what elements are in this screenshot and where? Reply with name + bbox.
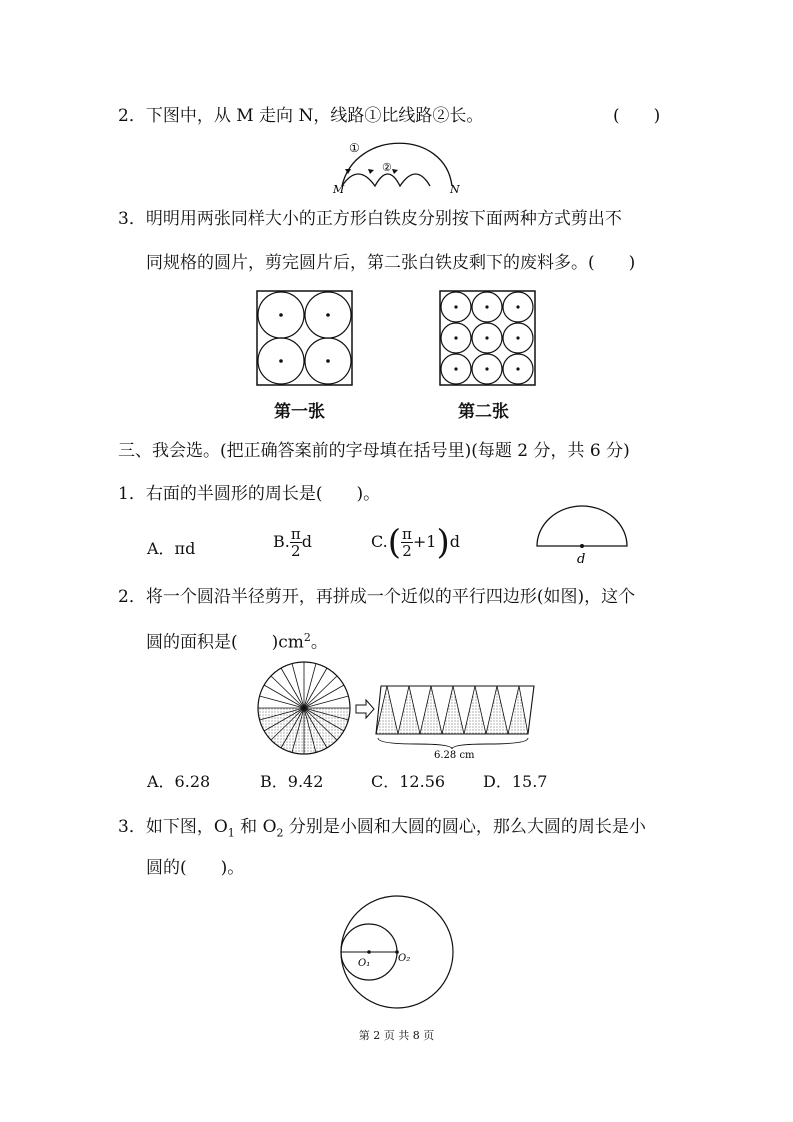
- question-text: 。: [310, 632, 328, 653]
- route-diagram: [330, 134, 465, 196]
- fraction-denominator: 2: [402, 542, 412, 560]
- option-b-prefix: B.: [273, 532, 290, 551]
- fraction-numerator: π: [290, 525, 301, 543]
- question-text: 和 O: [234, 817, 277, 837]
- option-b[interactable]: B．9.42: [260, 772, 324, 791]
- question-text: 下图中，从 M 走向 N，线路①比线路②长。: [145, 106, 484, 126]
- option-c[interactable]: C．12.56: [371, 772, 446, 791]
- option-b-suffix: d: [301, 532, 312, 551]
- center-o1-label: O₁: [358, 958, 371, 969]
- parallelogram: [376, 686, 534, 734]
- page-footer: 第 2 页 共 8 页: [358, 1029, 435, 1042]
- question-text: 右面的半圆形的周长是( )。: [145, 484, 381, 504]
- choose-q2-line1: [118, 585, 635, 609]
- subscript: 2: [276, 826, 284, 840]
- question-text: 如下图，O: [145, 817, 228, 837]
- semicircle-diagram: [534, 504, 630, 566]
- arrow-icon: [392, 169, 398, 174]
- judge-q3-line1: [118, 207, 622, 231]
- route-2-arcs: [342, 174, 430, 186]
- paren-close: ): [436, 522, 450, 563]
- option-c-fraction: [401, 526, 413, 559]
- sheet-2-diagram: [439, 290, 536, 386]
- question-text: 分别是小圆和大圆的圆心，那么大圆的周长是小: [283, 817, 646, 837]
- option-b-fraction: [290, 526, 302, 559]
- choose-q3-line2: 圆的( )。: [146, 858, 245, 878]
- choose-q2-line2: [146, 626, 328, 655]
- option-c-plus: +1: [412, 532, 437, 551]
- center-o2-label: O₂: [398, 953, 411, 964]
- question-text: 将一个圆沿半径剪开，再拼成一个近似的平行四边形(如图)，这个: [145, 587, 636, 607]
- choose-q3-line1: [118, 815, 646, 845]
- judge-q2: [118, 104, 483, 128]
- fraction-numerator: π: [402, 525, 412, 543]
- section-title: 三、我会选。(把正确答案前的字母填在括号里)(每题 2 分，共 6 分): [118, 441, 630, 461]
- question-number: 2．: [118, 106, 146, 126]
- diameter-label: d: [577, 552, 586, 566]
- option-c[interactable]: [371, 522, 460, 563]
- fraction-denominator: 2: [291, 542, 301, 560]
- question-text: 明明用两张同样大小的正方形白铁皮分别按下面两种方式剪出不: [145, 209, 622, 229]
- route-2-label: ②: [382, 161, 392, 174]
- arrow-icon: [356, 700, 374, 718]
- paren-open: (: [387, 522, 402, 563]
- brace: [378, 738, 528, 749]
- point-m-label: M: [333, 183, 345, 196]
- option-c-prefix: C.: [371, 532, 388, 551]
- arrow-icon: [368, 169, 374, 174]
- superscript: 2: [303, 631, 311, 644]
- circle-to-parallelogram-diagram: [256, 660, 541, 760]
- point-n-label: N: [450, 183, 460, 196]
- option-a[interactable]: A．πd: [147, 539, 196, 558]
- sheet-1-diagram: [256, 290, 353, 386]
- question-number: 3．: [118, 817, 146, 837]
- choose-q1: [118, 482, 380, 506]
- subscript: 1: [227, 826, 235, 840]
- option-d[interactable]: D．15.7: [483, 772, 548, 791]
- sheet-1-caption: 第一张: [274, 402, 325, 422]
- sheet-2-caption: 第二张: [458, 402, 509, 422]
- route-1-label: ①: [349, 141, 360, 155]
- question-text: 圆的面积是( )cm: [146, 632, 304, 653]
- question-number: 1．: [118, 484, 146, 504]
- option-a[interactable]: A．6.28: [147, 772, 211, 791]
- option-c-suffix: d: [449, 532, 460, 551]
- two-circles-diagram: [338, 892, 458, 1014]
- question-number: 2．: [118, 587, 146, 607]
- option-b[interactable]: [273, 526, 312, 559]
- answer-paren[interactable]: ( ): [613, 106, 661, 126]
- judge-q3-line2: 同规格的圆片，剪完圆片后，第二张白铁皮剩下的废料多。( ): [146, 253, 636, 273]
- base-length-label: 6.28 cm: [434, 750, 475, 760]
- question-number: 3．: [118, 209, 146, 229]
